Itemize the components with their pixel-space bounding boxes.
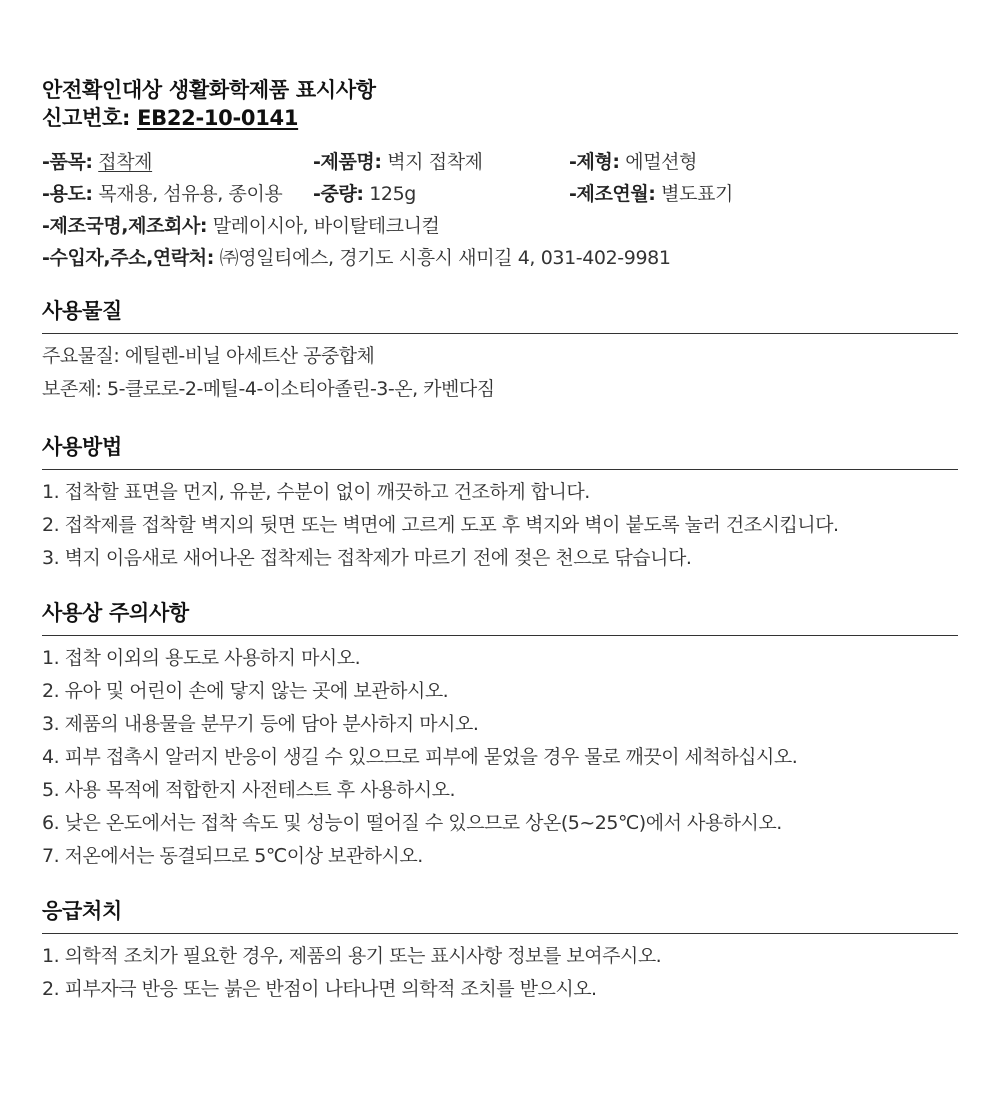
caution-item: 7. 저온에서는 동결되므로 5℃이상 보관하시오. (42, 845, 423, 867)
section-heading-cautions: 사용상 주의사항 (42, 598, 958, 636)
info-row-3 (42, 210, 958, 242)
importer-value: ㈜영일티에스, 경기도 시흥시 새미길 4, 031-402-9981 (219, 247, 671, 269)
substance-line: 주요물질: 에틸렌-비닐 아세트산 공중합체 (42, 345, 375, 367)
caution-item: 6. 낮은 온도에서는 접착 속도 및 성능이 떨어질 수 있으므로 상온(5~25℃)에서 사용하시오. (42, 812, 782, 834)
product-name-label: -제품명: (313, 151, 382, 173)
product-info (42, 146, 958, 274)
section-substances (42, 296, 958, 406)
weight-value: 125g (369, 183, 416, 205)
product-label-document (42, 76, 958, 1006)
caution-item: 3. 제품의 내용물을 분무기 등에 담아 분사하지 마시오. (42, 713, 479, 735)
manufacture-date-value: 별도표기 (661, 183, 733, 205)
item-field (42, 146, 313, 178)
product-name-value: 벽지 접착제 (387, 151, 483, 173)
item-value: 접착제 (98, 151, 153, 173)
info-row-2 (42, 178, 958, 210)
manufacture-date-field (569, 178, 949, 210)
info-row-4 (42, 242, 958, 274)
manufacture-date-label: -제조연월: (569, 183, 656, 205)
usage-field (42, 178, 313, 210)
usage-value: 목재용, 섬유용, 종이용 (98, 183, 283, 205)
caution-item: 1. 접착 이외의 용도로 사용하지 마시오. (42, 647, 361, 669)
importer-field (42, 242, 671, 274)
method-step: 1. 접착할 표면을 먼지, 유분, 수분이 없이 깨끗하고 건조하게 합니다. (42, 481, 590, 503)
form-value: 에멀션형 (625, 151, 698, 173)
section-first-aid (42, 896, 958, 1006)
section-cautions (42, 598, 958, 873)
section-heading-method: 사용방법 (42, 432, 958, 470)
origin-label: -제조국명,제조회사: (42, 215, 208, 237)
origin-value: 말레이시아, 바이탈테크니컬 (212, 215, 440, 237)
first-aid-item: 2. 피부자극 반응 또는 붉은 반점이 나타나면 의학적 조치를 받으시오. (42, 978, 597, 1000)
method-step: 3. 벽지 이음새로 새어나온 접착제는 접착제가 마르기 전에 젖은 천으로 닦습니다. (42, 547, 692, 569)
substance-line: 보존제: 5-클로로-2-메틸-4-이소티아졸린-3-온, 카벤다짐 (42, 378, 495, 400)
report-number-label: 신고번호: (42, 106, 131, 130)
importer-label: -수입자,주소,연락처: (42, 247, 214, 269)
info-row-1 (42, 146, 958, 178)
method-step: 2. 접착제를 접착할 벽지의 뒷면 또는 벽면에 고르게 도포 후 벽지와 벽이 붙도록 눌러 건조시킵니다. (42, 514, 839, 536)
report-number: EB22-10-0141 (137, 106, 299, 130)
form-field (569, 146, 949, 178)
weight-field (313, 178, 569, 210)
caution-item: 4. 피부 접촉시 알러지 반응이 생길 수 있으므로 피부에 묻었을 경우 물로 깨끗이 세척하십시오. (42, 746, 798, 768)
section-heading-substances: 사용물질 (42, 296, 958, 334)
item-label: -품목: (42, 151, 93, 173)
report-number-line (42, 104, 958, 132)
usage-label: -용도: (42, 183, 93, 205)
origin-field (42, 210, 440, 242)
document-title: 안전확인대상 생활화학제품 표시사항 (42, 78, 376, 102)
caution-item: 5. 사용 목적에 적합한지 사전테스트 후 사용하시오. (42, 779, 455, 801)
form-label: -제형: (569, 151, 620, 173)
caution-item: 2. 유아 및 어린이 손에 닿지 않는 곳에 보관하시오. (42, 680, 449, 702)
weight-label: -중량: (313, 183, 364, 205)
section-heading-first-aid: 응급처치 (42, 896, 958, 934)
product-name-field (313, 146, 569, 178)
first-aid-item: 1. 의학적 조치가 필요한 경우, 제품의 용기 또는 표시사항 정보를 보여주시오. (42, 945, 662, 967)
section-method (42, 432, 958, 575)
